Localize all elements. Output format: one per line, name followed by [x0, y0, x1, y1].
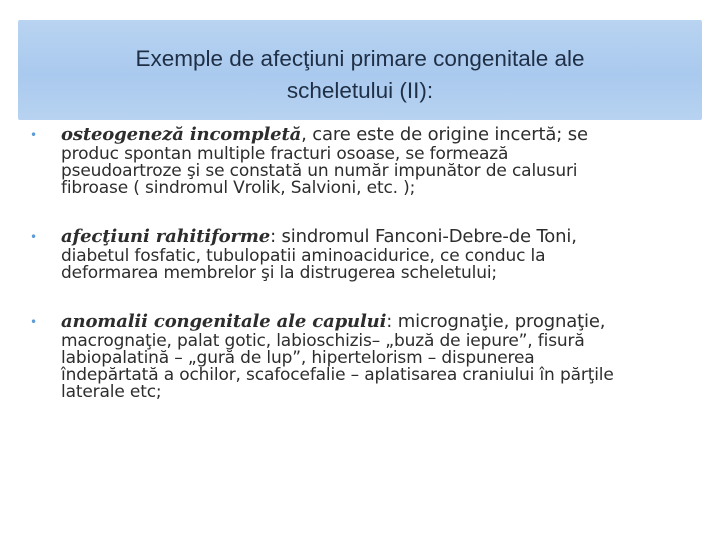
- bullet-line: macrognaţie, palat gotic, labioschizis– „buză de iepure”, fisură: [61, 331, 585, 351]
- bullet-first-line: [61, 311, 690, 333]
- bullet-dot-icon: •: [30, 230, 38, 244]
- bullet-line: laterale etc;: [61, 382, 162, 402]
- bullet-line: pseudoartroze şi se constată un număr impunător de calusuri: [61, 161, 578, 181]
- bullet-text: : sindromul Fanconi-Debre-de Toni,: [270, 226, 577, 247]
- bullet-first-line: [61, 226, 690, 248]
- bullet-item: [30, 311, 690, 401]
- slide-title-line-2: scheletului (II):: [286, 78, 434, 103]
- slide-title: [18, 43, 702, 107]
- bullet-line: deformarea membrelor şi la distrugerea scheletului;: [61, 263, 497, 283]
- bullet-item: [30, 124, 690, 197]
- bullet-term: anomalii congenitale ale capului: [61, 311, 387, 332]
- bullet-term: afecţiuni rahitiforme: [61, 226, 271, 247]
- bullet-line: fibroase ( sindromul Vrolik, Salvioni, etc. );: [61, 178, 416, 198]
- slide-title-line-1: Exemple de afecţiuni primare congenitale ale: [135, 46, 585, 71]
- bullet-first-line: [61, 124, 690, 146]
- bullet-term: osteogeneză incompletă: [61, 124, 302, 145]
- bullet-line: labiopalatină – „gură de lup”, hipertelorism – dispunerea: [61, 348, 535, 368]
- bullet-text: : micrognaţie, prognaţie,: [386, 311, 606, 332]
- bullet-text: , care este de origine incertă; se: [301, 124, 588, 145]
- bullet-dot-icon: •: [30, 315, 38, 329]
- bullet-dot-icon: •: [30, 128, 38, 142]
- bullet-line: diabetul fosfatic, tubulopatii aminoacidurice, ce conduc la: [61, 246, 546, 266]
- bullet-item: [30, 226, 690, 282]
- bullet-line: îndepărtată a ochilor, scafocefalie – aplatisarea craniului în părţile: [61, 365, 614, 385]
- bullet-line: produc spontan multiple fracturi osoase, se formează: [61, 144, 509, 164]
- bullet-list: [30, 124, 690, 401]
